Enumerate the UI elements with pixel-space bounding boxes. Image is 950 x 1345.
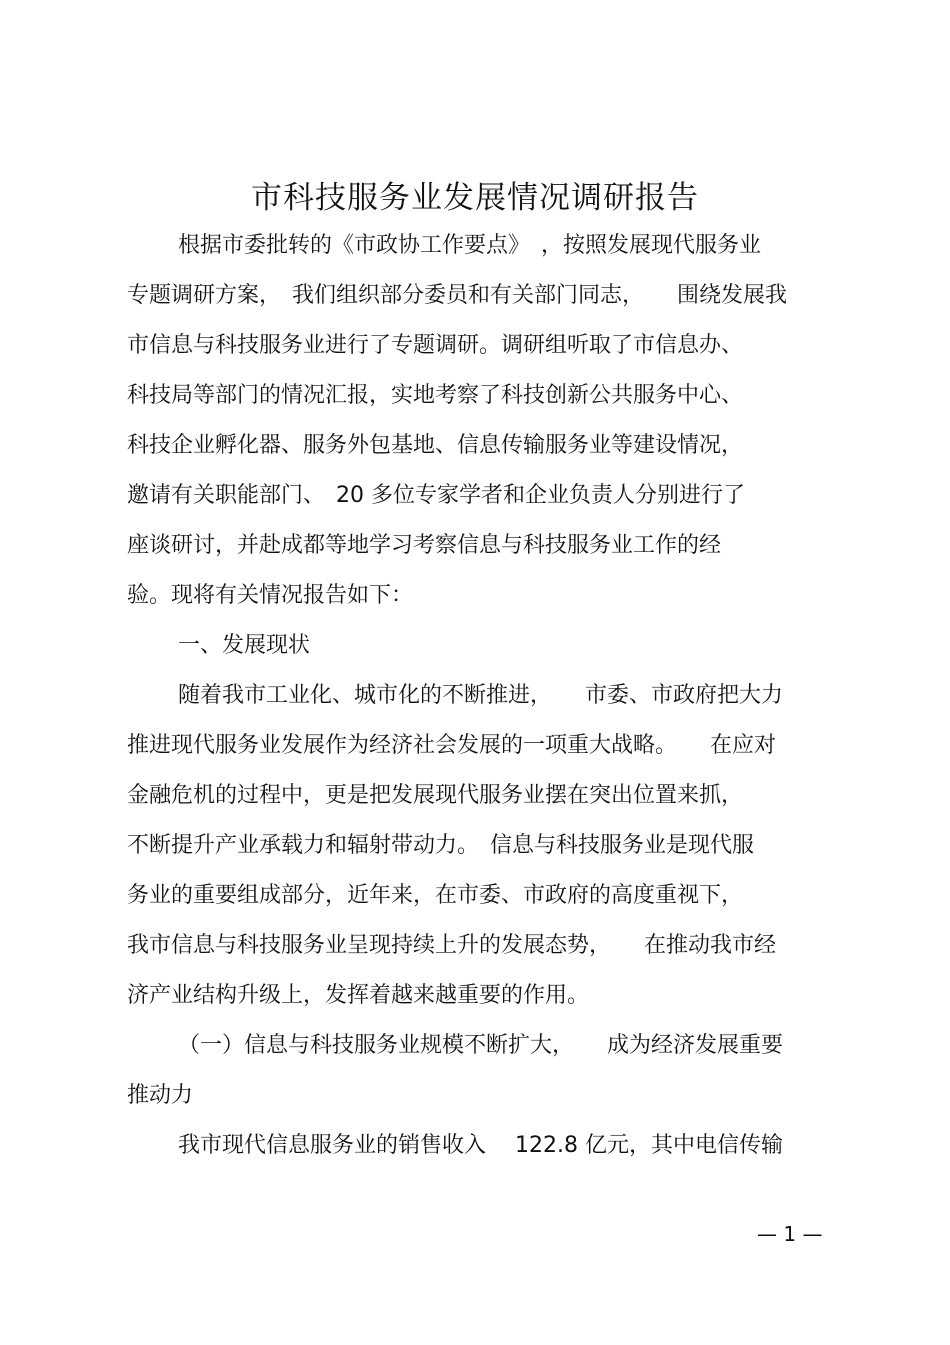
subsection-heading-cont: 推动力 <box>127 1083 194 1108</box>
paragraph-line: 我市信息与科技服务业呈现持续上升的发展态势， 在推动我市经 <box>127 933 777 958</box>
document-title: 市科技服务业发展情况调研报告 <box>251 180 699 216</box>
paragraph-line: 根据市委批转的《市政协工作要点》 ，按照发展现代服务业 <box>178 233 762 258</box>
paragraph-line: 专题调研方案， 我们组织部分委员和有关部门同志， 围绕发展我 <box>127 283 788 308</box>
paragraph-line: 邀请有关职能部门、 20 多位专家学者和企业负责人分别进行了 <box>127 483 745 508</box>
paragraph-line: 不断提升产业承载力和辐射带动力。 信息与科技服务业是现代服 <box>127 833 755 858</box>
paragraph-line: 济产业结构升级上，发挥着越来越重要的作用。 <box>127 983 590 1008</box>
paragraph-line: 推进现代服务业发展作为经济社会发展的一项重大战略。 在应对 <box>127 733 777 758</box>
paragraph-line: 座谈研讨，并赴成都等地学习考察信息与科技服务业工作的经 <box>127 533 722 558</box>
paragraph-line: 我市现代信息服务业的销售收入 122.8 亿元，其中电信传输 <box>178 1133 783 1158</box>
page-number: — 1 — <box>757 1222 823 1246</box>
paragraph-line: 验。现将有关情况报告如下： <box>127 583 414 608</box>
paragraph-line: 科技局等部门的情况汇报，实地考察了科技创新公共服务中心、 <box>127 383 744 408</box>
paragraph-line: 务业的重要组成部分，近年来，在市委、市政府的高度重视下， <box>127 883 744 908</box>
paragraph-line: 随着我市工业化、城市化的不断推进， 市委、市政府把大力 <box>178 683 784 708</box>
paragraph-line: 市信息与科技服务业进行了专题调研。调研组听取了市信息办、 <box>127 333 744 358</box>
section-heading: 一、发展现状 <box>178 633 311 658</box>
paragraph-line: 金融危机的过程中，更是把发展现代服务业摆在突出位置来抓， <box>127 783 744 808</box>
subsection-heading: （一）信息与科技服务业规模不断扩大， 成为经济发展重要 <box>178 1033 784 1058</box>
paragraph-line: 科技企业孵化器、服务外包基地、信息传输服务业等建设情况， <box>127 433 744 458</box>
